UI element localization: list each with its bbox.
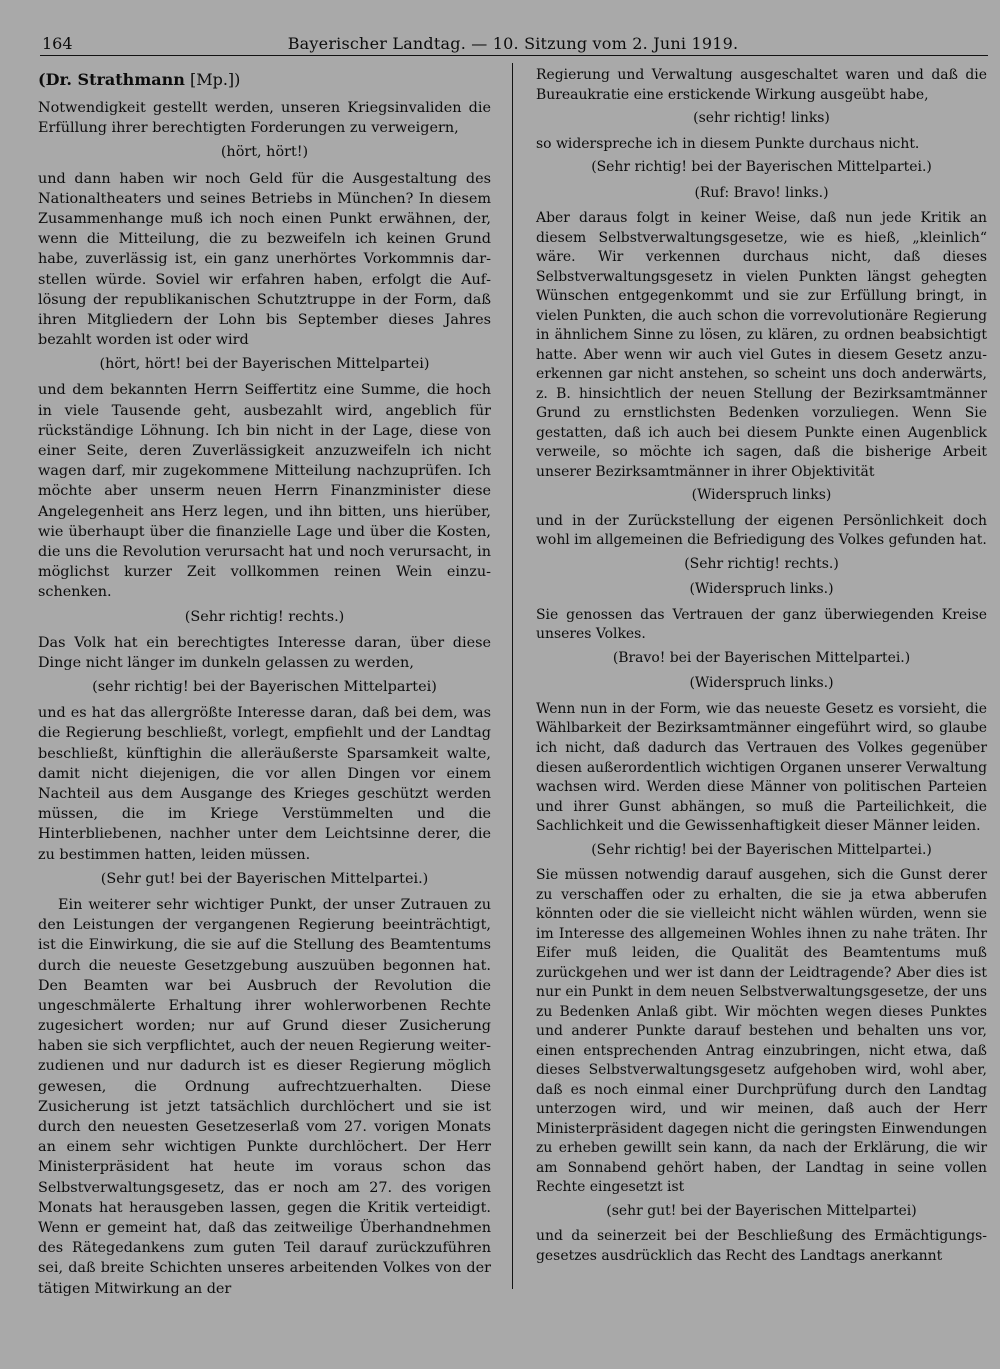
- interjection: (Sehr richtig! bei der Bayerischen Mittelpartei.): [591, 159, 932, 176]
- page-number: 164: [42, 34, 73, 53]
- paragraph: Aber daraus folgt in keiner Weise, daß nun jede Kritik an diesem Selbstverwaltungsgesetze, wie es hieß, „kleinlich“ wäre. Wir verkennen durchaus nicht, daß dieses Selbstverwaltungsgesetz in vielen Punkten längst gehegten Wünschen entgegenkommt und sie zur Erfüllung bringt, in vielen Punkten, die auch schon die vorrevolutionäre Regierung in ähnlichem Sinne zu lösen, zu klären, zu ordnen beabsichtigt hatte. Aber wenn wir auch viel Gutes in diesem Gesetz anzuerkennen gar nicht anstehen, so scheint uns doch anderwärts, z. B. hinsichtlich der neuen Stellung der Bezirksamtmänner Grund zu ernstlichsten Bedenken vorzuliegen. Wenn Sie gestatten, daß ich auch bei diesem Punkte einen Augenblick verweile, so möchte ich sagen, daß die bisherige Arbeit unserer Bezirksamtmänner in ihrer Objektivität: [536, 210, 987, 480]
- paragraph: und es hat das allergrößte Interesse daran, daß bei dem, was die Regierung beschließt, vorlegt, empfiehlt und der Landtag beschließt, künftighin die alleräußerste Sparsamkeit walte, damit nicht diejenigen, die vor allen Dingen vor einem Nachteil aus dem Ausgange des Krieges geschützt werden müssen, die im Kriege Verstümmelten und die Hinterbliebenen, nachher unter dem Leichtsinne derer, die zu bestimmen hatten, leiden müssen.: [38, 705, 491, 863]
- paragraph: und da seinerzeit bei der Beschließung des Ermächtigungsgesetzes ausdrücklich das Recht des Landtags anerkannt: [536, 1228, 987, 1264]
- running-header: [40, 30, 986, 56]
- interjection: (Widerspruch links.): [689, 675, 834, 692]
- paragraph: Notwendigkeit gestellt werden, unseren Kriegsinvaliden die Erfüllung ihrer berechtigten Forderungen zu verweigern,: [38, 100, 491, 137]
- interjection: (Widerspruch links): [691, 487, 832, 504]
- interjection: (Sehr richtig! rechts.): [684, 555, 839, 572]
- right-column: [536, 66, 987, 1266]
- paragraph: Ein weiterer sehr wichtiger Punkt, der unser Zutrauen zu den Leistungen der vergangenen Regierung beeinträchtigt, ist die Einwirkung, die sie auf die Stellung des Beamtentums durch die neueste Gesetzgebung auszuüben begonnen hat. Den Beamten war bei Ausbruch der Revolution die ungeschmälerte Erhaltung ihrer wohlerworbenen Rechte zugesichert worden; nur auf Grund dieser Zusicherung haben sie sich verpflichtet, auch der neuen Regierung weiterzudienen und nur dadurch ist es dieser Regierung möglich gewesen, die Ordnung aufrechtzuerhalten. Diese Zusicherung ist jetzt tatsächlich durchlöchert und sie ist durch den neuesten Gesetzeserlaß vom 27. vorigen Monats an einem sehr wichtigen Punkte durchlöchert. Der Herr Ministerpräsident hat heute im voraus schon das Selbstverwaltungsgesetz, das er noch am 27. des vorigen Monats hat herausgeben lassen, gegen die Kritik verteidigt. Wenn er gemeint hat, daß das zeitweilige Überhandnehmen des Rätegedankens zum guten Teil darauf zurückzuführen sei, daß breite Schichten unseres arbeitenden Volkes von der tätigen Mitwirkung an der: [38, 896, 491, 1297]
- interjection: (hört, hört!): [220, 144, 309, 161]
- speaker-heading: [38, 68, 491, 92]
- paragraph: Wenn nun in der Form, wie das neueste Gesetz es vorsieht, die Wählbarkeit der Bezirksamtmänner eingeführt wird, so glaube ich nicht, daß dadurch das Vertrauen des Volkes gegenüber diesen außerordentlich wichtigen Organen unserer Verwaltung wachsen wird. Werden diese Männer von politischen Parteien und ihrer Gunst abhängen, so muß die Parteilichkeit, die Sachlichkeit und die Gewissenhaftigkeit dieser Männer leiden.: [536, 700, 987, 835]
- interjection: (hört, hört! bei der Bayerischen Mittelpartei): [99, 356, 430, 373]
- running-title: Bayerischer Landtag. — 10. Sitzung vom 2. Juni 1919.: [287, 34, 739, 53]
- interjection: (Sehr richtig! rechts.): [184, 608, 345, 625]
- column-separator: [512, 63, 513, 1289]
- header-rule: [40, 55, 988, 56]
- speaker-name: (Dr. Strathmann: [38, 70, 185, 89]
- paragraph: Das Volk hat ein berechtigtes Interesse daran, über diese Dinge nicht länger im dunkeln gelassen zu werden,: [38, 634, 491, 671]
- interjection: (sehr richtig! bei der Bayerischen Mittelpartei): [92, 679, 437, 696]
- interjection: (sehr gut! bei der Bayerischen Mittelpartei): [606, 1202, 917, 1219]
- paragraph: und dem bekannten Herrn Seiffertitz eine Summe, die hoch in viele Tausende geht, ausbezahlt wird, angeblich für rückständige Löhnung. Ich bin nicht in der Lage, diese von einer Seite, deren Zuverlässigkeit anzuzweifeln ich nicht wagen darf, mir zugekommene Mitteilung nachzuprüfen. Ich möchte aber unserm neuen Herrn Finanzminister diese Angelegenheit ans Herz legen, und ihn bitten, uns hierüber, wie überhaupt über die finanzielle Lage und über die Kosten, die uns die Revolution verursacht hat und noch verursacht, in möglichst kurzer Zeit vollkommen reinen Wein einzuschenken.: [38, 382, 491, 601]
- interjection: (Widerspruch links.): [689, 581, 834, 598]
- paragraph: und in der Zurückstellung der eigenen Persönlichkeit doch wohl im allgemeinen die Befriedigung des Volkes gefunden hat.: [536, 512, 987, 549]
- interjection: (sehr richtig! links): [693, 110, 830, 127]
- paragraph: Sie genossen das Vertrauen der ganz überwiegenden Kreise unseres Volkes.: [536, 606, 987, 643]
- interjection: (Sehr gut! bei der Bayerischen Mittelpartei.): [100, 870, 429, 887]
- paragraph: und dann haben wir noch Geld für die Ausgestaltung des Nationaltheaters und seines Betriebs in München? In diesem Zusammenhange muß ich noch einen Punkt erwähnen, der, wenn die Mitteilung, die zu bezweifeln ich keinen Grund habe, zuverlässig ist, ein ganz unerhörtes Vorkommnis darstellen würde. Soviel wir erfahren haben, erfolgt die Auflösung der republikanischen Schutztruppe in der Form, daß ihren Mitgliedern der Lohn bis September dieses Jahres bezahlt worden ist oder wird: [38, 170, 491, 349]
- interjection: (Ruf: Bravo! links.): [694, 184, 829, 201]
- interjection: (Sehr richtig! bei der Bayerischen Mittelpartei.): [591, 841, 932, 858]
- paragraph: so widerspreche ich in diesem Punkte durchaus nicht.: [536, 135, 920, 152]
- left-column: [38, 66, 491, 1299]
- speaker-party: [Mp.]): [184, 70, 241, 89]
- paragraph: Sie müssen notwendig darauf ausgehen, sich die Gunst derer zu verschaffen oder zu erhalten, die sie ja etwa abberufen könnten oder die sie vielleicht nicht wählen würden, wenn sie im Interesse des allgemeinen Wohles ihnen zu nahe träten. Ihr Eifer muß leiden, die Qualität des Beamtentums muß zurückgehen und wer ist dann der Leidtragende? Aber dies ist nur ein Punkt in dem neuen Selbstverwaltungsgesetze, der uns zu Bedenken Anlaß gibt. Wir möchten wegen dieses Punktes und anderer Punkte darauf bestehen und behalten uns vor, einen entsprechenden Antrag einzubringen, nicht etwa, daß dieses Selbstverwaltungsgesetz aufgehoben wird, wohl aber, daß es noch einmal einer Durchprüfung durch den Landtag unterzogen wird, und wir meinen, daß auch der Herr Ministerpräsident dagegen nicht die geringsten Einwendungen zu erheben gewillt sein kann, da nach der Erklärung, die wir am Sonnabend gehört haben, der Landtag in seine vollen Rechte eingesetzt ist: [536, 867, 987, 1196]
- paragraph: Regierung und Verwaltung ausgeschaltet waren und daß die Bureaukratie eine erstickende Wirkung ausgeübt habe,: [536, 67, 987, 103]
- interjection: (Bravo! bei der Bayerischen Mittelpartei.): [612, 649, 911, 666]
